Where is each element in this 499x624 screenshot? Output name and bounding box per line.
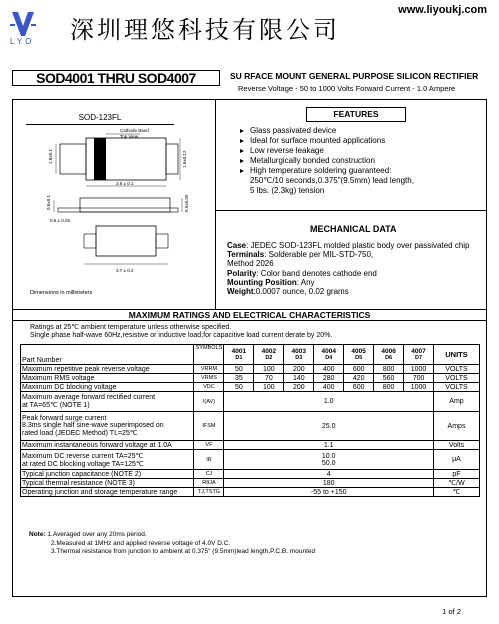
table-row: Operating junction and storage temperature range TJ,TSTG -55 to +150 ℃	[21, 488, 480, 497]
feature-item: Metallurgically bonded construction	[240, 156, 414, 166]
dimension-note: Dimensions in millimeters	[30, 290, 93, 296]
table-row: Maximum repetitive peak reverse voltage VRRM 50 100 200 400 600 800 1000 VOLTS	[21, 365, 480, 374]
mounting-label: Mounting Position	[227, 277, 297, 287]
cathode-band-label: Cathode Band	[120, 128, 149, 133]
note-label: Note:	[29, 531, 46, 538]
terminals-text: : Solderable per MIL-STD-750,	[264, 250, 374, 260]
polarity-text: : Color band denotes cathode end	[256, 268, 377, 278]
footnote: 3.Thermal resistance from junction to ambient at 0.375" (9.5mm)lead length,P.C.B. mounted	[51, 548, 316, 555]
footnote: 2.Measured at 1MHz and applied reverse voltage of 4.0V D.C.	[51, 539, 231, 547]
top-view-label: Top View	[120, 134, 139, 139]
table-row: Typical junction capacitance (NOTE 2) CJ 4 pF	[21, 470, 480, 479]
feature-item: Ideal for surface mounted applications	[240, 136, 414, 146]
table-row: Typical thermal resistance (NOTE 3) RθJA 180 ℃/W	[21, 479, 480, 488]
feature-continuation: 5 lbs. (2.3kg) tension	[250, 186, 325, 195]
logo-text: LYO	[10, 37, 35, 46]
footnote: 1.Averaged over any 20ms period.	[47, 531, 147, 538]
ratings-table	[20, 344, 480, 497]
part-col-header: 4003 D3	[284, 345, 314, 365]
part-col-header: 4006 D6	[374, 345, 404, 365]
ratings-notes	[30, 324, 332, 339]
feature-item: High temperature soldering guaranteed:	[240, 166, 414, 176]
page-number: 1 of 2	[442, 607, 461, 616]
part-range-title: SOD4001 THRU SOD4007	[12, 70, 220, 86]
part-col-header: 4001 D1	[224, 345, 254, 365]
package-name: SOD-123FL	[26, 113, 174, 125]
units-header: UNITS	[434, 345, 480, 365]
ratings-title: MAXIMUM RATINGS AND ELECTRICAL CHARACTERISTICS	[12, 309, 487, 321]
method-text: Method 2026	[227, 259, 274, 269]
terminals-label: Terminals	[227, 250, 265, 260]
symbols-header: SYMBOLS	[194, 345, 224, 365]
rating-summary: Reverse Voltage - 50 to 1000 Volts Forward Current - 1.0 Ampere	[238, 84, 456, 93]
footnotes	[29, 531, 315, 557]
dim-total-width: 1.6±0.12	[182, 150, 187, 168]
case-label: Case	[227, 241, 247, 250]
part-col-header: 4007 D7	[404, 345, 434, 365]
table-row: Maximum RMS voltage VRMS 35 70 140 280 420 560 700 VOLTS	[21, 374, 480, 383]
features-list	[240, 126, 414, 196]
product-subtitle: SU RFACE MOUNT GENERAL PURPOSE SILICON RECTIFIER	[230, 71, 479, 81]
part-col-header: 4002 D2	[254, 345, 284, 365]
dim-body-length: 2.8 ± 0.1	[116, 181, 134, 186]
company-name: 深圳理悠科技有限公司	[70, 16, 340, 44]
table-row: Peak forward surge current 8.3ms single half sine-wave superimposed on rated load (JEDEC Method) TL=25℃ IFSM 25.0 Amps	[21, 412, 480, 441]
table-header-row	[21, 345, 480, 365]
case-text: : JEDEC SOD-123FL molded plastic body over passivated chip	[246, 241, 470, 250]
mechanical-data	[227, 241, 470, 296]
table-row: Maximum DC reverse current TA=25℃ at rated DC blocking voltage TA=125℃ IR 10.0 50.0 μA	[21, 450, 480, 470]
table-row: Maximum average forward rectified current at TA=65℃ (NOTE 1) I(AV) 1.0 Amp	[21, 392, 480, 412]
ratings-note: Single phase half-wave 60Hz,resistive or inductive load,for capacitive load current derate by 20%.	[30, 331, 333, 339]
dim-total-length: 3.7 ± 0.2	[116, 268, 134, 273]
part-col-header: 4004 D4	[314, 345, 344, 365]
package-outline-drawing	[20, 126, 210, 286]
part-col-header: 4005 D5	[344, 345, 374, 365]
table-row: Maximum DC blocking voltage VDC 50 100 200 400 600 800 1000 VOLTS	[21, 383, 480, 392]
weight-text: :0.0007 ounce, 0.02 grams	[253, 287, 349, 297]
ratings-note: Ratings at 25℃ ambient temperature unless otherwise specified.	[30, 324, 232, 331]
website-link[interactable]: www.liyoukj.com	[398, 4, 487, 16]
company-logo	[10, 10, 36, 38]
weight-label: Weight	[227, 287, 254, 297]
table-row: Maximum instantaneous forward voltage at 1.0A VF 1.1 Volts	[21, 441, 480, 450]
feature-item: Low reverse leakage	[240, 146, 414, 156]
dim-lead-length: 0.6 ± 0.25	[50, 218, 70, 223]
polarity-label: Polarity	[227, 268, 257, 278]
part-number-header: Part Number	[21, 345, 194, 365]
feature-item: Glass passivated device	[240, 126, 414, 136]
mechanical-title: MECHANICAL DATA	[310, 224, 397, 234]
dim-height: 0.9±0.05	[184, 194, 189, 212]
feature-continuation: 250℃/10 seconds,0.375"(9.5mm) lead length,	[250, 176, 414, 185]
dim-lead-height: 0.8±0.1	[46, 195, 51, 210]
features-title: FEATURES	[306, 107, 406, 122]
mounting-text: : Any	[296, 277, 315, 287]
dim-body-width: 1.8±0.1	[48, 149, 53, 164]
